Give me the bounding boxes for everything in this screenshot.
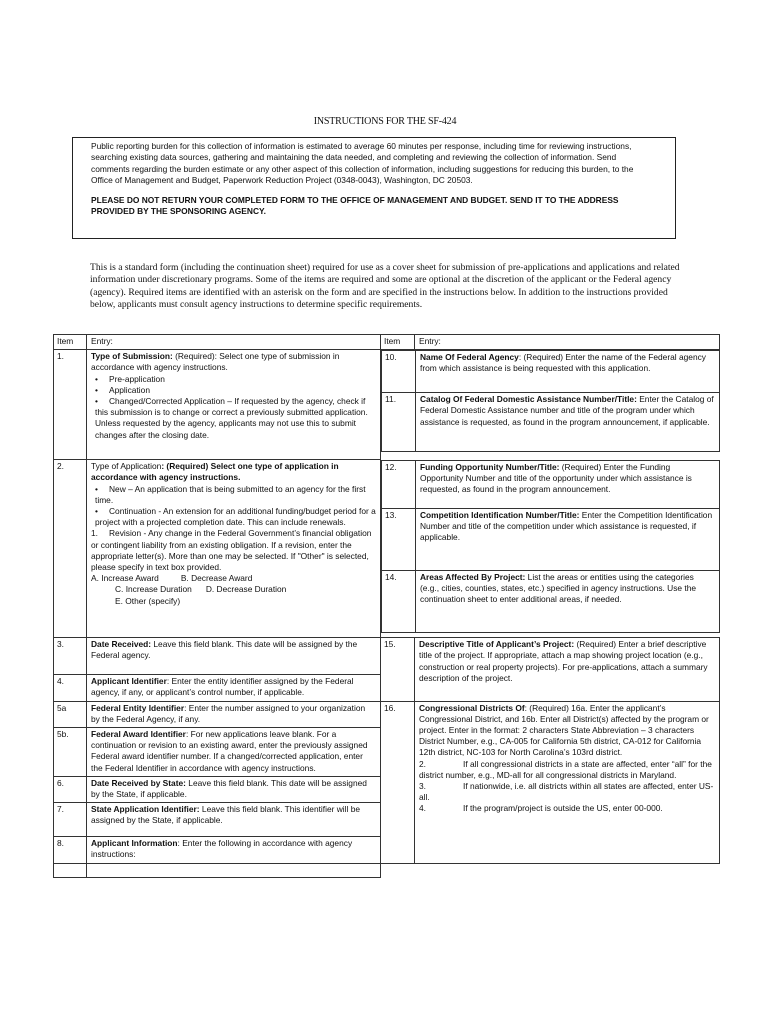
table-row: 6. Date Received by State: Leave this field blank. This date will be assigned by the State, if applicable.: [54, 776, 720, 802]
burden-statement: Public reporting burden for this collection of information is estimated to average 60 minutes per response, including time for reviewing instructions, searching existing data sources, gathering and maintaining the data needed, and completing and reviewing the collection of information. Send comments regarding the burden estimate or any other aspect of this collection of information, including suggestions for reducing this burden, to the Office of Management and Budget, Paperwork Reduction Project (0348-0043), Washington, DC 20503.: [91, 141, 634, 186]
table-row: 5a Federal Entity Identifier: Enter the number assigned to your organization by the Federal Agency, if any. 16. Congressional Districts Of: (Required) 16a. Enter the applicant’s Congressional District, and 16b. Enter all District(s) affected by the program or project. Enter in the format: 2 characters State Abbreviation – 3 characters District Number, e.g., CA-005 for California 5th district, CA-012 for California 12th district, NC-103 for North Carolina’s 103rd district. 2. If all congressional districts in a state are affected, enter “all” for the district number, e.g., MD-all for all congressional districts in Maryland. 3. If nationwide, i.e. all districts within all states are affected, enter US-all. 4. If the program/project is outside the US, enter 00-000.: [54, 701, 720, 727]
table-row: 8. Applicant Information: Enter the following in accordance with agency instructions:: [54, 837, 720, 863]
item-7-entry: State Application Identifier: Leave this field blank. This identifier will be assigned by the State, if applicable.: [87, 803, 381, 837]
item-16-entry: Congressional Districts Of: (Required) 16a. Enter the applicant’s Congressional District, and 16b. Enter all District(s) affected by the program or project. Enter in the format: 2 characters State Abbreviation – 3 characters District Number, e.g., CA-005 for California 5th district, CA-012 for California 12th district, NC-103 for North Carolina’s 103rd district. 2. If all congressional districts in a state are affected, enter “all” for the district number, e.g., MD-all for all congressional districts in Maryland. 3. If nationwide, i.e. all districts within all states are affected, enter US-all. 4. If the program/project is outside the US, enter 00-000.: [415, 701, 720, 863]
table-row: 7. State Application Identifier: Leave this field blank. This identifier will be assigned by the State, if applicable.: [54, 803, 720, 837]
item-2-entry: Type of Application: (Required) Select one type of application in accordance with agency instructions. • New – An application that is being submitted to an agency for the first time. • Continuation - An extension for an additional funding/budget period for a project with a projected completion date. This can include renewals. 1. Revision - Any change in the Federal Government’s financial obligation or contingent liability from an existing obligation. If a revision, enter the appropriate letter(s). More than one may be selected. If "Other" is selected, please specify in text box provided. A. Increase Award B. Decrease Award C. Increase Duration D. Decrease Duration E. Other (specify): [87, 460, 381, 638]
item-13-entry: Competition Identification Number/Title: Enter the Competition Identification Number and title of the competition under which assistance is requested, if applicable.: [416, 508, 720, 570]
item-3-entry: Date Received: Leave this field blank. This date will be assigned by the Federal agency.: [87, 638, 381, 675]
header-item: Item: [54, 335, 87, 350]
header-item-right: Item: [381, 335, 415, 350]
item-11-entry: Catalog Of Federal Domestic Assistance Number/Title: Enter the Catalog of Federal Domestic Assistance number and title of the program under which assistance is requested, as found in the program announcement, if applicable.: [416, 393, 720, 452]
item-8-entry: Applicant Information: Enter the following in accordance with agency instructions:: [87, 837, 381, 863]
table-row: 2. Type of Application: (Required) Select one type of application in accordance with agency instructions. • New – An application that is being submitted to an agency for the first time. • Continuation - An extension for an additional funding/budget period for a project with a projected completion date. This can include renewals. 1. Revision - Any change in the Federal Government’s financial obligation or contingent liability from an existing obligation. If a revision, enter the appropriate letter(s). More than one may be selected. If "Other" is selected, please specify in text box provided. A. Increase Award B. Decrease Award C. Increase Duration D. Decrease Duration E. Other (specify) 12. Funding Opportunity Number/Title: (Required) Enter the Funding Opportunity Number and title of the opportunity under which assistance is requested, as found in the program announcement. 13. Competition Identification Number/Title: Enter the Competition Identification Number and title of the competition under which assistance is requested, if applicable. 14. Areas Affected By Project: List the areas or entities using the categories (e.g., cities, counties, states, etc.) specified in agency instructions. Use the continuation sheet to enter additional areas, if needed.: [54, 460, 720, 638]
table-row: 3. Date Received: Leave this field blank. This date will be assigned by the Federal agency. 15. Descriptive Title of Applicant’s Project: (Required) Enter a brief descriptive title of the project. If appropriate, attach a map showing project location (e.g., construction or real property projects). For pre-applications, attach a summary description of the project.: [54, 638, 720, 675]
return-warning: PLEASE DO NOT RETURN YOUR COMPLETED FORM TO THE OFFICE OF MANAGEMENT AND BUDGET. SEND IT TO THE ADDRESS PROVIDED BY THE SPONSORING AGENCY.: [91, 194, 619, 217]
header-entry: Entry:: [87, 335, 381, 350]
intro-paragraph: This is a standard form (including the continuation sheet) required for use as a cover sheet for submission of pre-applications and applications and related information under discretionary programs. Some of the items are required and some are optional at the discretion of the applicant or the Federal agency (agency). Required items are identified with an asterisk on the form and are specified in the instructions below. In addition to the instructions provided below, applicants must consult agency instructions to determine specific requirements.: [90, 262, 680, 310]
item-5b-entry: Federal Award Identifier: For new applications leave blank. For a continuation or revision to an existing award, enter the previously assigned Federal award identifier number. If a changed/corrected application, enter the Federal Identifier in accordance with agency instructions.: [87, 728, 381, 777]
item-15-entry: Descriptive Title of Applicant’s Project: (Required) Enter a brief descriptive title of the project. If appropriate, attach a map showing project location (e.g., construction or real property projects). For pre-applications, attach a summary description of the project.: [415, 638, 720, 701]
item-1-entry: Type of Submission: (Required): Select one type of submission in accordance with agency instructions. • Pre-application • Application • Changed/Corrected Application – If requested by the agency, check if this submission is to change or correct a previously submitted application. Unless requested by the agency, applicants may not use this to submit changes after the closing date.: [87, 350, 381, 460]
table-row-empty: [54, 863, 720, 877]
item-14-entry: Areas Affected By Project: List the areas or entities using the categories (e.g., cities, counties, states, etc.) specified in agency instructions. Use the continuation sheet to enter additional areas, if needed.: [416, 570, 720, 632]
item-5a-entry: Federal Entity Identifier: Enter the number assigned to your organization by the Federal Agency, if any.: [87, 701, 381, 727]
table-row: 5b. Federal Award Identifier: For new applications leave blank. For a continuation or revision to an existing award, enter the previously assigned Federal award identifier number. If a changed/corrected application, enter the Federal Identifier in accordance with agency instructions.: [54, 728, 720, 777]
burden-statement-box: [72, 137, 676, 239]
table-header-row: [54, 335, 720, 350]
item-6-entry: Date Received by State: Leave this field blank. This date will be assigned by the State, if applicable.: [87, 776, 381, 802]
instructions-table: [53, 334, 720, 878]
table-row: 4. Applicant Identifier: Enter the entity identifier assigned by the Federal agency, if any, or applicant’s control number, if applicable.: [54, 675, 720, 701]
page-title: INSTRUCTIONS FOR THE SF-424: [313, 116, 457, 127]
item-12-entry: Funding Opportunity Number/Title: (Required) Enter the Funding Opportunity Number and title of the opportunity under which assistance is requested, as found in the program announcement.: [416, 460, 720, 508]
item-10-entry: Name Of Federal Agency: (Required) Enter the name of the Federal agency from which assistance is being requested with this application.: [416, 351, 720, 393]
header-entry-right: Entry:: [415, 335, 720, 350]
item-4-entry: Applicant Identifier: Enter the entity identifier assigned by the Federal agency, if any, or applicant’s control number, if applicable.: [87, 675, 381, 701]
table-row: 1. Type of Submission: (Required): Select one type of submission in accordance with agency instructions. • Pre-application • Application • Changed/Corrected Application – If requested by the agency, check if this submission is to change or correct a previously submitted application. Unless requested by the agency, applicants may not use this to submit changes after the closing date. 10. Name Of Federal Agency: (Required) Enter the name of the Federal agency from which assistance is being requested with this application. 11. Catalog Of Federal Domestic Assistance Number/Title: Enter the Catalog of Federal Domestic Assistance number and title of the program under which assistance is requested, as found in the program announcement, if applicable.: [54, 350, 720, 460]
